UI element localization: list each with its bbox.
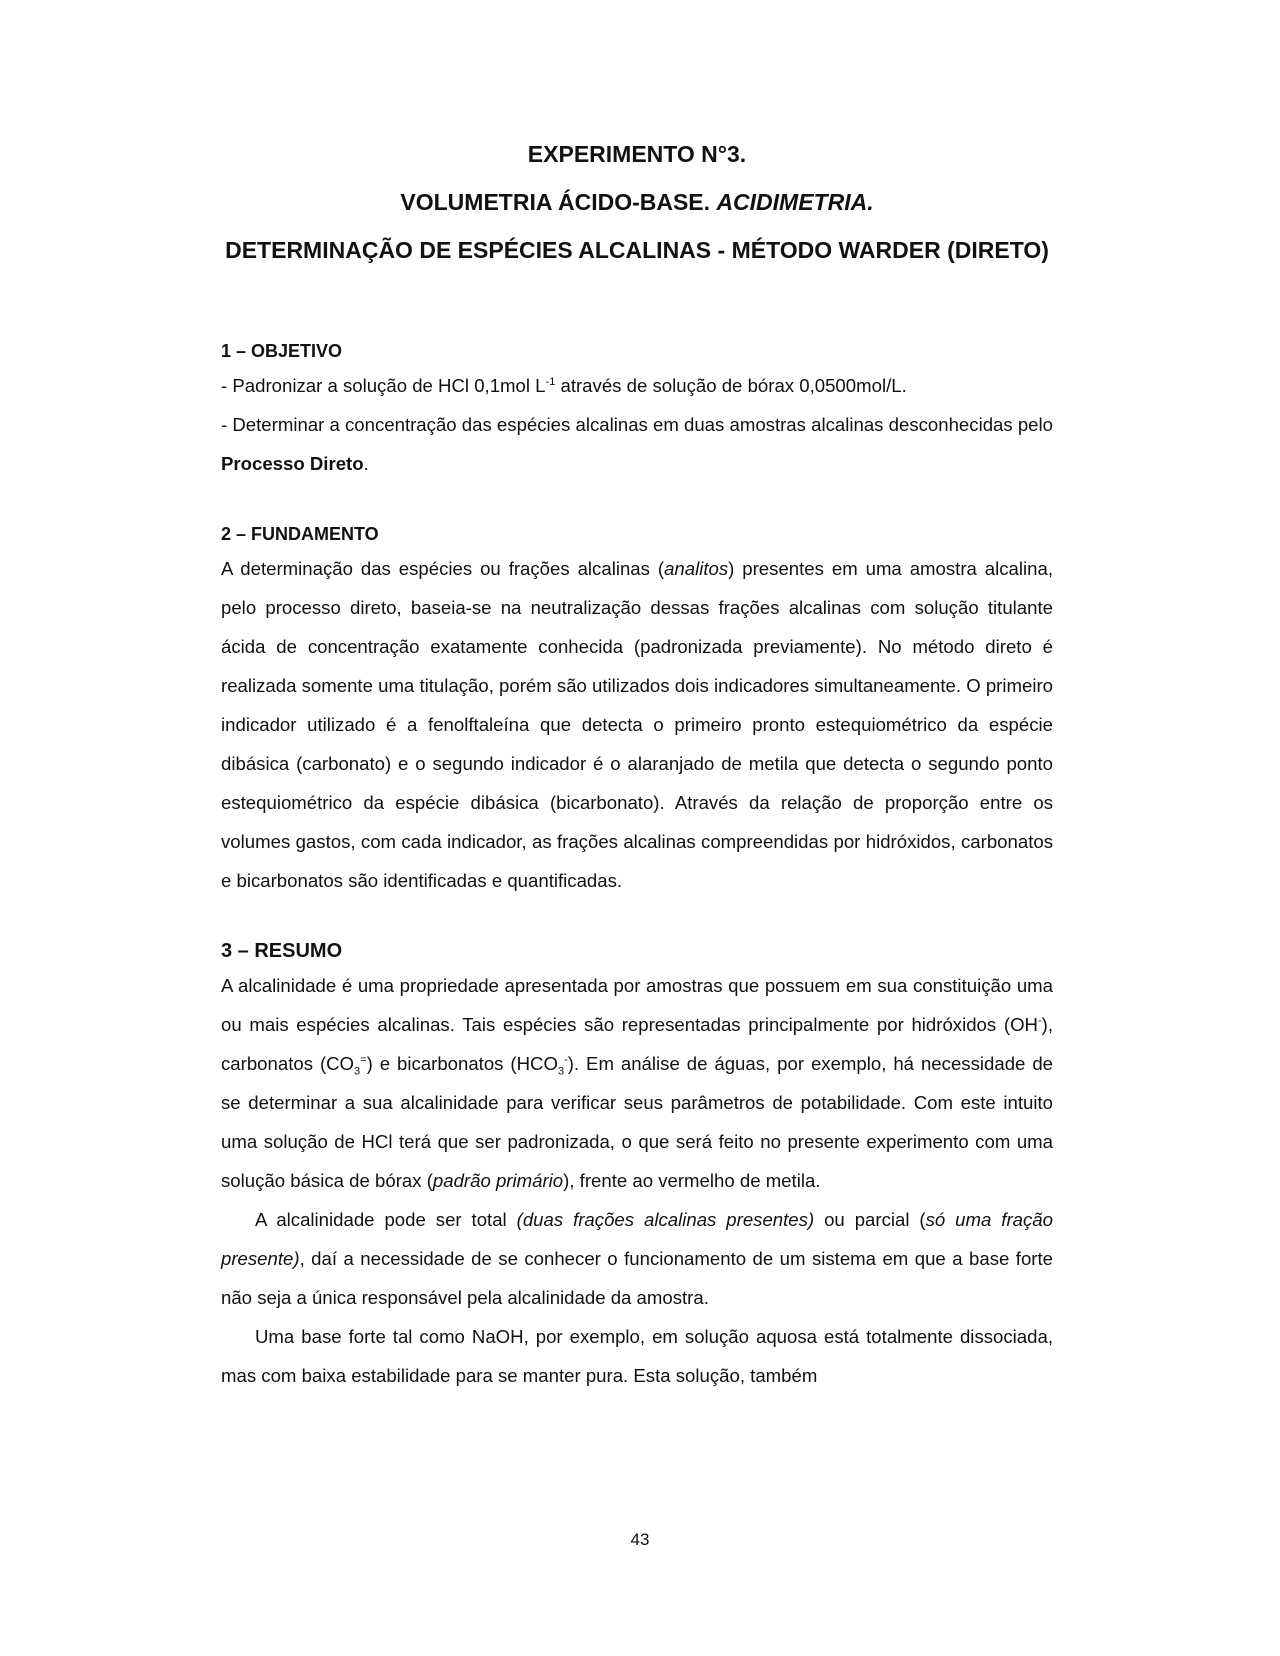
objective-item-1-text: - Padronizar a solução de HCl 0,1mol L [221, 375, 546, 396]
objective-item-1 [221, 366, 1053, 405]
section-heading-resumo: 3 – RESUMO [221, 940, 343, 962]
method-title [221, 178, 1053, 226]
resumo-paragraph-3: Uma base forte tal como NaOH, por exemplo, em solução aquosa está totalmente dissociada, mas com baixa estabilidade para se manter pura. Esta solução, também [221, 1326, 1053, 1386]
hco3-subscript: 3 [557, 1065, 565, 1078]
unit-exponent: -1 [545, 375, 556, 388]
oh-charge: - [1037, 1014, 1042, 1027]
objective-item-2 [221, 405, 1053, 483]
fundamento-text-b: ) presentes em uma amostra alcalina, pelo processo direto, baseia-se na neutralização dessas frações alcalinas com solução titulante ácida de concentração exatamente conhecida (padronizada previamente). No método direto é realizada somente uma titulação, porém são utilizados dois indicadores simultaneamente. O primeiro indicador utilizado é a fenolftaleína que detecta o primeiro pronto estequiométrico da espécie dibásica (carbonato) e o segundo indicador é o alaranjado de metila que detecta o segundo ponto estequiométrico da espécie dibásica (bicarbonato). Através da relação de proporção entre os volumes gastos, com cada indicador, as frações alcalinas compreendidas por hidróxidos, carbonatos e bicarbonatos são identificadas e quantificadas. [221, 558, 1053, 891]
objective-item-1-rest: através de solução de bórax 0,0500mol/L. [555, 375, 907, 396]
resumo-p1-text-e: ), frente ao vermelho de metila. [563, 1170, 821, 1191]
section-heading-objetivo: 1 – OBJETIVO [221, 341, 343, 361]
resumo-paragraph-1 [221, 966, 1053, 1200]
resumo-p2-text-b: ou parcial ( [814, 1209, 926, 1230]
resumo-p1-text-b: ), carbonatos (CO [221, 1014, 1053, 1074]
resumo-p1-text-c: ) e bicarbonatos (HCO [366, 1053, 558, 1074]
resumo-p2-italic-1: (duas frações alcalinas presentes) [516, 1209, 815, 1230]
section-fundamento [221, 519, 1053, 900]
fundamento-italic: analitos [664, 558, 729, 579]
co3-subscript: 3 [354, 1065, 361, 1078]
page-number: 43 [630, 1530, 650, 1549]
resumo-p2-text-c: , daí a necessidade de se conhecer o funcionamento de um sistema em que a base forte não seja a única responsável pela alcalinidade da amostra. [221, 1248, 1053, 1308]
objective-item-2-bold: Processo Direto [221, 453, 364, 474]
hco3-charge: - [564, 1053, 568, 1066]
co3-charge: = [360, 1053, 367, 1066]
title-block [221, 130, 1053, 274]
method-title-italic: ACIDIMETRIA. [716, 189, 874, 215]
objective-item-2-text: - Determinar a concentração das espécies alcalinas em duas amostras alcalinas desconhecidas pelo [221, 414, 1053, 435]
resumo-paragraph-2 [221, 1200, 1053, 1317]
section-resumo [221, 936, 1053, 1395]
resumo-p2-italic-2: só uma fração presente) [221, 1209, 1053, 1269]
method-title-text: VOLUMETRIA ÁCIDO-BASE. [400, 189, 717, 215]
fundamento-text-a: A determinação das espécies ou frações alcalinas ( [221, 558, 665, 579]
resumo-p1-text-a: A alcalinidade é uma propriedade apresentada por amostras que possuem em sua constituição uma ou mais espécies alcalinas. Tais espécies são representadas principalmente por hidróxidos (OH [221, 975, 1053, 1035]
fundamento-paragraph [221, 549, 1053, 900]
resumo-p2-text-a: A alcalinidade pode ser total [255, 1209, 517, 1230]
subject-title: DETERMINAÇÃO DE ESPÉCIES ALCALINAS - MÉTODO WARDER (DIRETO) [225, 237, 1049, 263]
resumo-p1-italic: padrão primário [432, 1170, 564, 1191]
document-page [221, 130, 1053, 1395]
experiment-title: EXPERIMENTO N°3. [527, 141, 747, 167]
section-objetivo [221, 336, 1053, 483]
objective-item-2-end: . [363, 453, 369, 474]
resumo-p1-text-d: ). Em análise de águas, por exemplo, há necessidade de se determinar a sua alcalinidade para verificar seus parâmetros de potabilidade. Com este intuito uma solução de HCl terá que ser padronizada, o que será feito no presente experimento com uma solução básica de bórax ( [221, 1053, 1053, 1191]
section-heading-fundamento: 2 – FUNDAMENTO [221, 524, 379, 544]
